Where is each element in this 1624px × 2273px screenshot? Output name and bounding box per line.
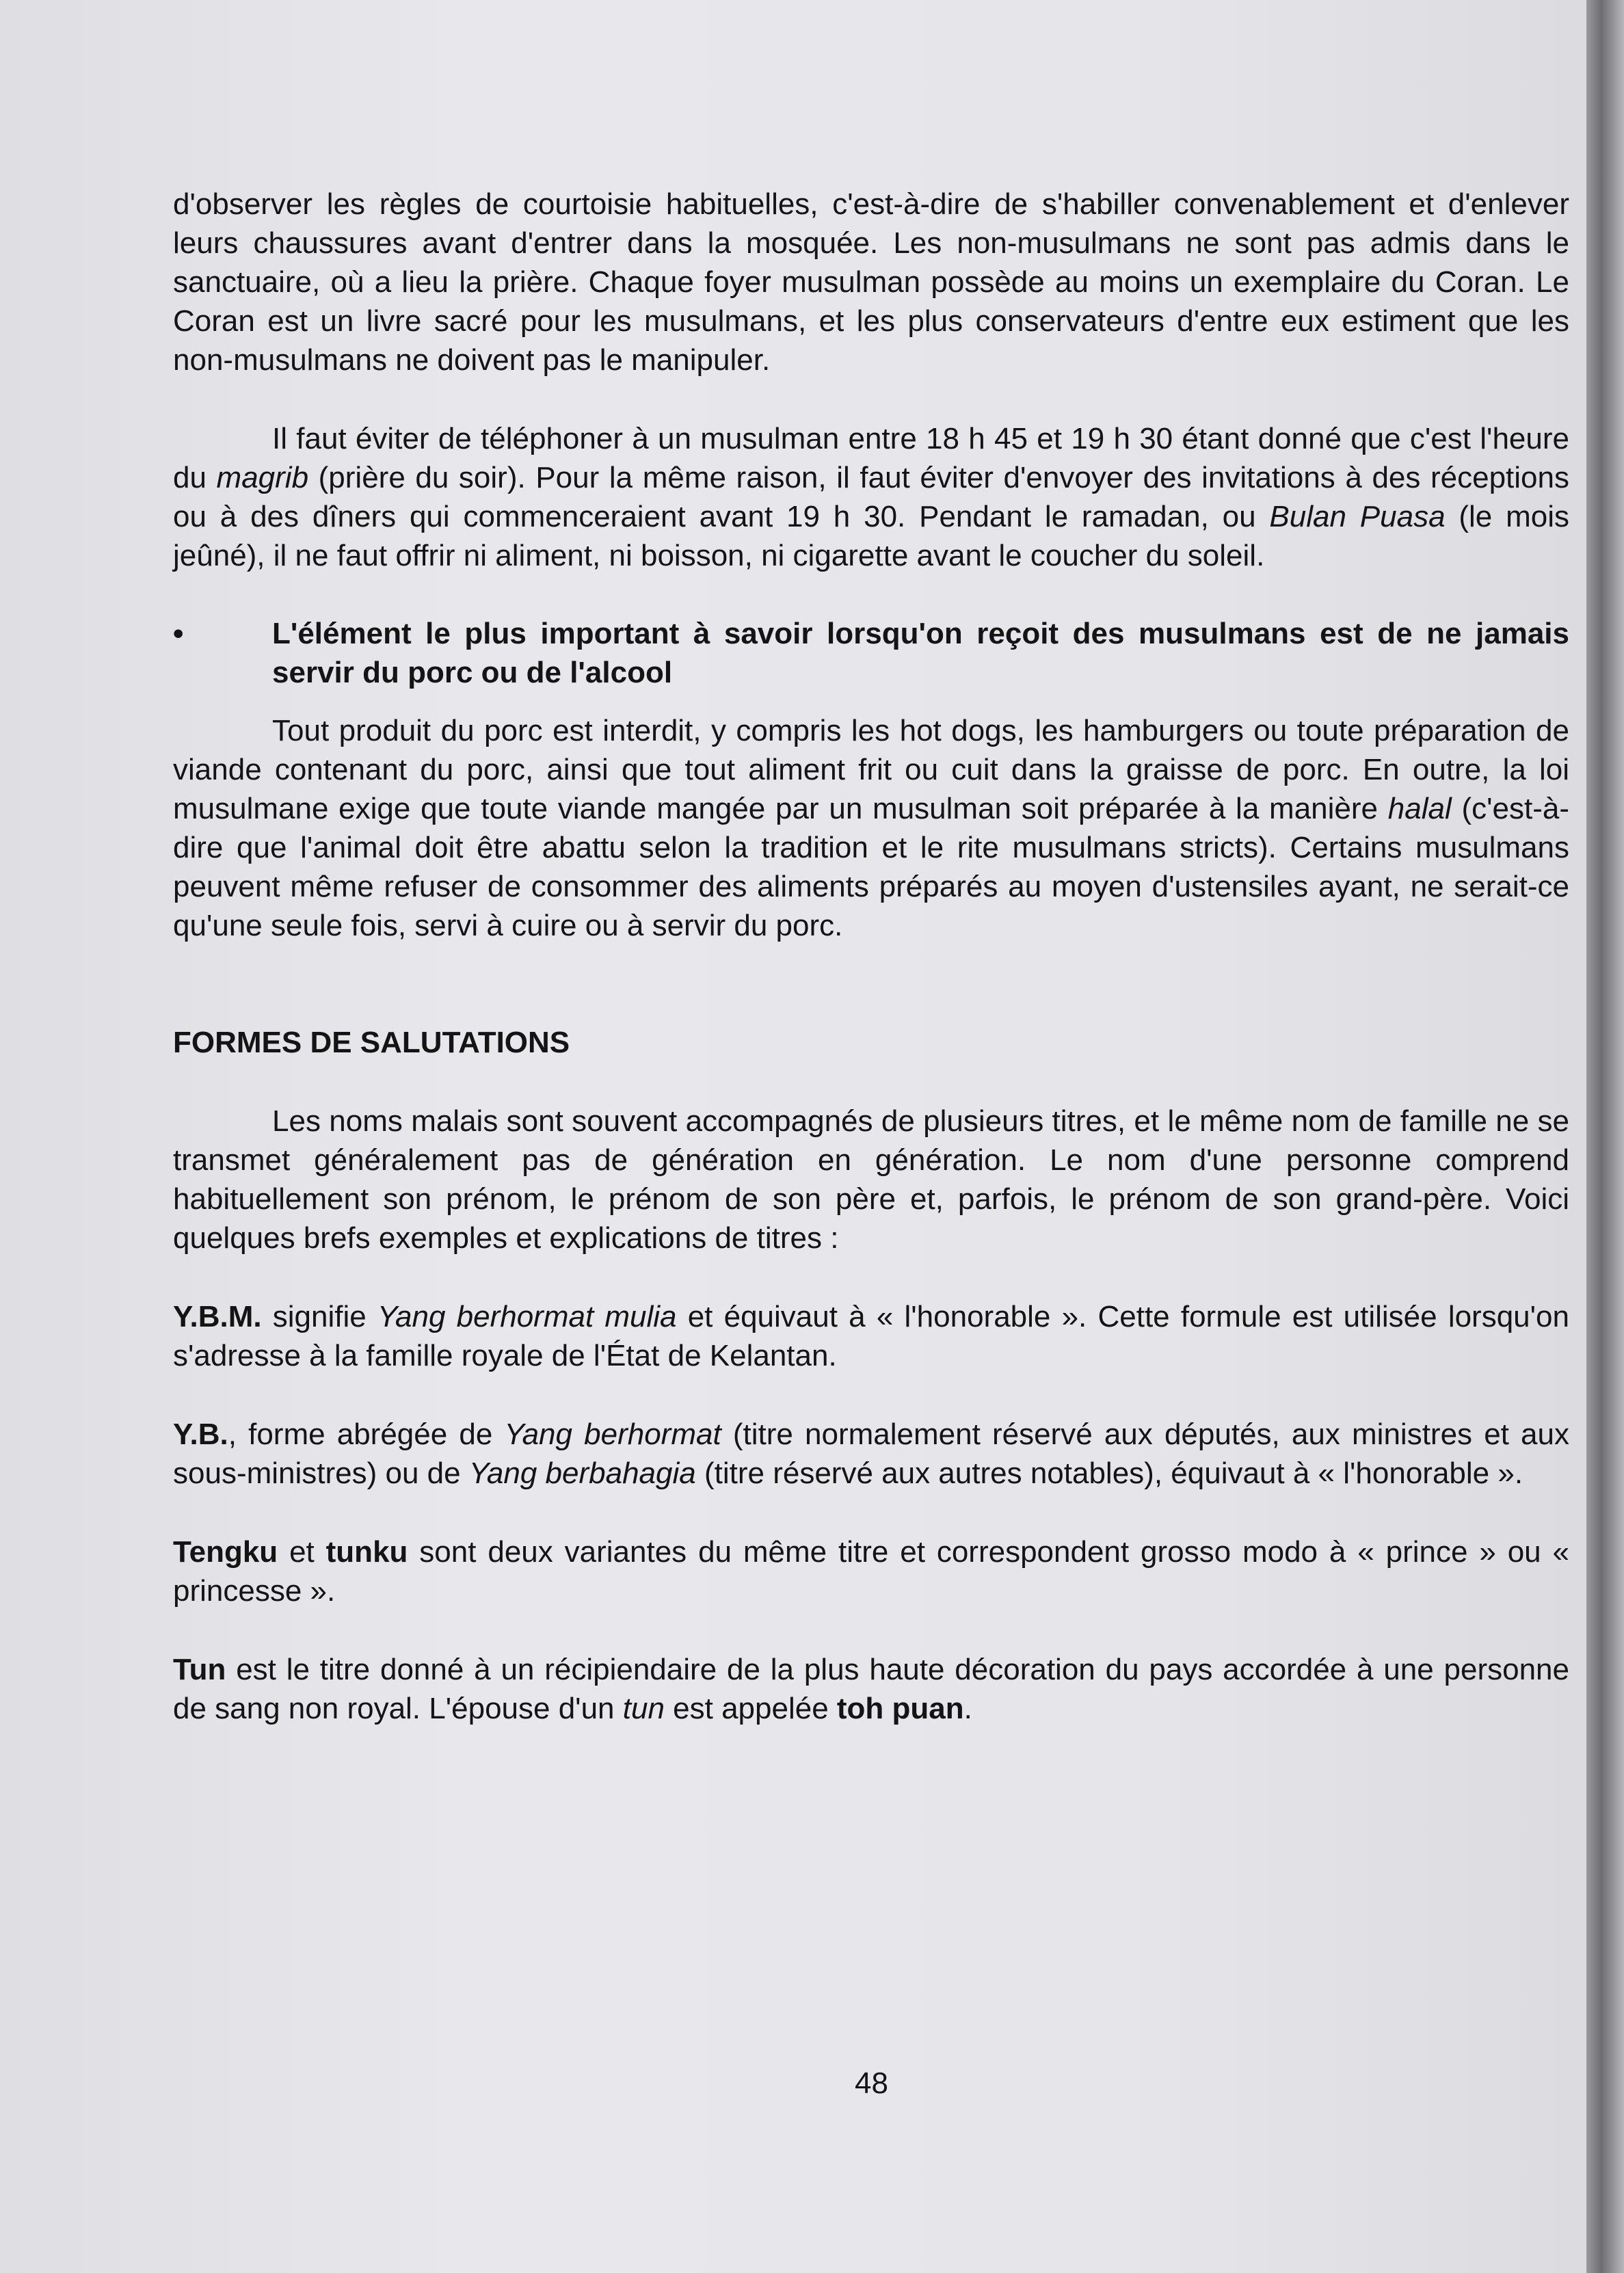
title-toh-puan: toh puan: [836, 1692, 964, 1725]
bullet-text: L'élément le plus important à savoir lorsqu'on reçoit des musulmans est de ne jamais servir du porc ou de l'alcool: [272, 617, 1569, 689]
section-heading-salutations: FORMES DE SALUTATIONS: [173, 1026, 570, 1059]
term-magrib: magrib: [216, 461, 309, 494]
paragraph-prayer-times: Il faut éviter de téléphoner à un musulman entre 18 h 45 et 19 h 30 étant donné que c'est l'heure du magrib (prière du soir). Pour la même raison, il faut éviter d'envoyer des invitations à des réceptions ou à des dîners qui commenceraient avant 19 h 30. Pendant le ramadan, ou Bulan Puasa (le mois jeûné), il ne faut offrir ni aliment, ni boisson, ni cigarette avant le coucher du soleil.: [173, 422, 1569, 572]
page-binding-edge: [1586, 0, 1624, 2273]
paragraph-malay-names: Les noms malais sont souvent accompagnés de plusieurs titres, et le même nom de famille ne se transmet généralement pas de génération en génération. Le nom d'une personne comprend habituellement son prénom, le prénom de son père et, parfois, le prénom de son grand-père. Voici quelques brefs exemples et explications de titres :: [173, 1104, 1569, 1255]
paragraph-tengku: Tengku et tunku sont deux variantes du même titre et correspondent grosso modo à « prince » ou « princesse ».: [173, 1535, 1569, 1608]
title-tunku: tunku: [325, 1535, 408, 1569]
paragraph-mosque-etiquette: d'observer les règles de courtoisie habituelles, c'est-à-dire de s'habiller convenablement et d'enlever leurs chaussures avant d'entrer dans la mosquée. Les non-musulmans ne sont pas admis dans le sanctuaire, où a lieu la prière. Chaque foyer musulman possède au moins un exemplaire du Coran. Le Coran est un livre sacré pour les musulmans, et les plus conservateurs d'entre eux estiment que les non-musulmans ne doivent pas le manipuler.: [173, 187, 1569, 377]
paragraph-ybm: Y.B.M. signifie Yang berhormat mulia et équivaut à « l'honorable ». Cette formule est utilisée lorsqu'on s'adresse à la famille royale de l'État de Kelantan.: [173, 1300, 1569, 1372]
bullet-icon: •: [173, 617, 184, 650]
page-number: 48: [855, 2066, 888, 2100]
title-tengku: Tengku: [173, 1535, 278, 1569]
term-halal: halal: [1387, 792, 1452, 825]
paragraph-pork-rules: Tout produit du porc est interdit, y compris les hot dogs, les hamburgers ou toute préparation de viande contenant du porc, ainsi que tout aliment frit ou cuit dans la graisse de porc. En outre, la loi musulmane exige que toute viande mangée par un musulman soit préparée à la manière halal (c'est-à-dire que l'animal doit être abattu selon la tradition et le rite musulmans stricts). Certains musulmans peuvent même refuser de consommer des aliments préparés au moyen d'ustensiles ayant, ne serait-ce qu'une seule fois, servi à cuire ou à servir du porc.: [173, 714, 1570, 942]
paragraph-yb: Y.B., forme abrégée de Yang berhormat (titre normalement réservé aux députés, aux ministres et aux sous-ministres) ou de Yang berbahagia (titre réservé aux autres notables), équivaut à « l'honorable ».: [173, 1418, 1569, 1490]
title-ybm: Y.B.M.: [173, 1300, 262, 1333]
paragraph-tun: Tun est le titre donné à un récipiendaire de la plus haute décoration du pays accordée à une personne de sang non royal. L'épouse d'un tun est appelée toh puan.: [173, 1653, 1569, 1725]
bullet-pork-alcohol: [173, 614, 1569, 692]
title-tun: Tun: [173, 1653, 226, 1686]
term-bulan-puasa: Bulan Puasa: [1269, 500, 1446, 533]
page-content: [173, 185, 1569, 1728]
title-yb: Y.B.: [173, 1418, 228, 1451]
